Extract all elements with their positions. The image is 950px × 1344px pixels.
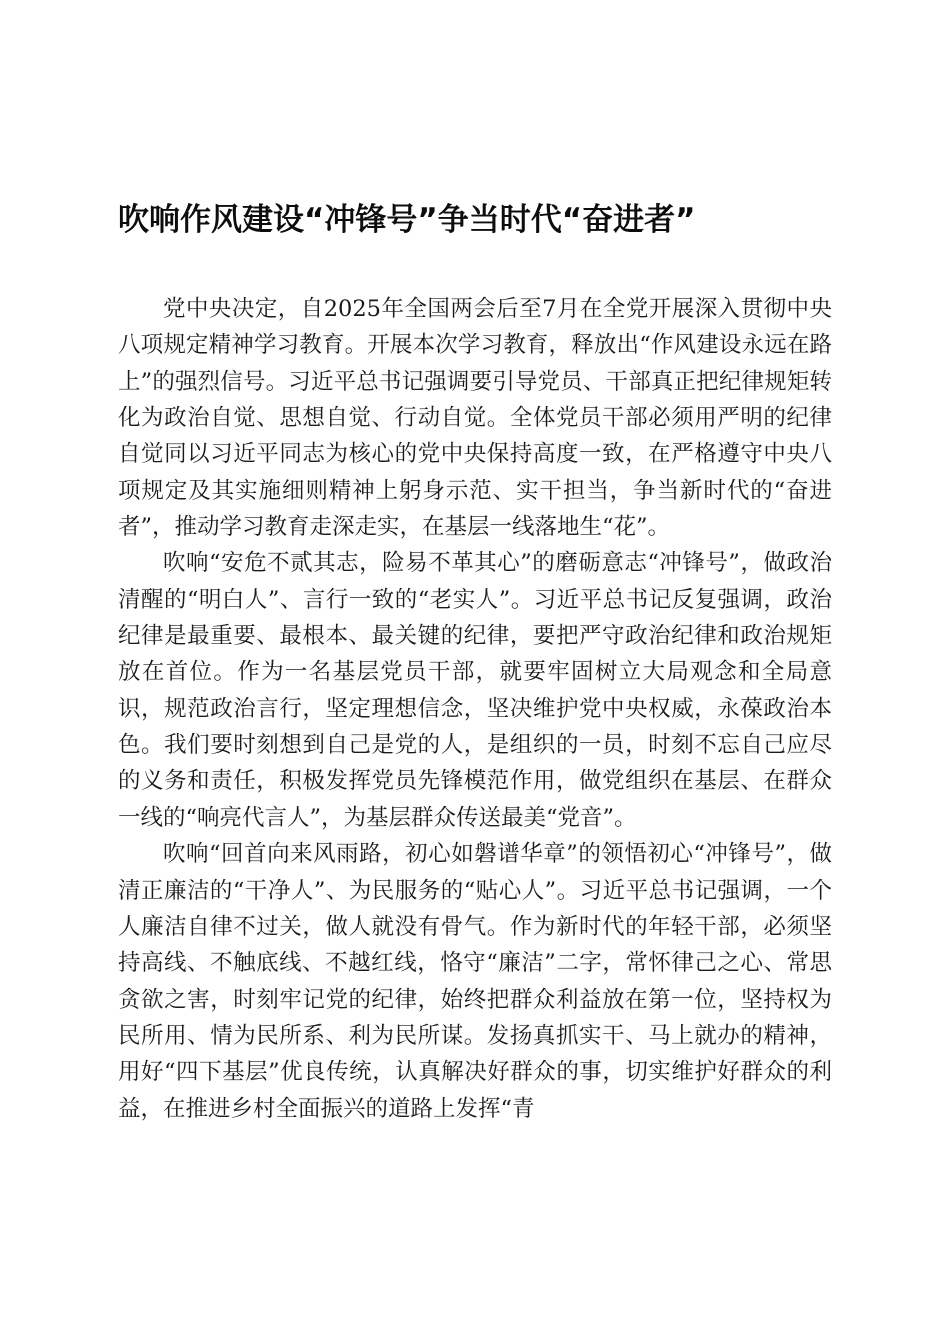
paragraph-1: 党中央决定，自2025年全国两会后至7月在全党开展深入贯彻中央八项规定精神学习教育。开展本次学习教育，释放出“作风建设永远在路上”的强烈信号。习近平总书记强调要引导党员、干部真正把纪律规矩转化为政治自觉、思想自觉、行动自觉。全体党员干部必须用严明的纪律自觉同以习近平同志为核心的党中央保持高度一致，在严格遵守中央八项规定及其实施细则精神上躬身示范、实干担当，争当新时代的“奋进者”，推动学习教育走深走实，在基层一线落地生“花”。 [118,296,832,541]
paragraph-2: 吹响“安危不贰其志，险易不革其心”的磨砺意志“冲锋号”，做政治清醒的“明白人”、言行一致的“老实人”。习近平总书记反复强调，政治纪律是最重要、最根本、最关键的纪律，要把严守政治纪律和政治规矩放在首位。作为一名基层党员干部，就要牢固树立大局观念和全局意识，规范政治言行，坚定理想信念，坚决维护党中央权威，永葆政治本色。我们要时刻想到自己是党的人，是组织的一员，时刻不忘自己应尽的义务和责任，积极发挥党员先锋模范作用，做党组织在基层、在群众一线的“响亮代言人”，为基层群众传送最美“党音”。 [118,550,832,831]
document-body [118,291,832,1127]
paragraph-3: 吹响“回首向来风雨路，初心如磐谱华章”的领悟初心“冲锋号”，做清正廉洁的“干净人”、为民服务的“贴心人”。习近平总书记强调，一个人廉洁自律不过关，做人就没有骨气。作为新时代的年轻干部，必须坚持高线、不触底线、不越红线，恪守“廉洁”二字，常怀律己之心、常思贪欲之害，时刻牢记党的纪律，始终把群众利益放在第一位，坚持权为民所用、情为民所系、利为民所谋。发扬真抓实干、马上就办的精神，用好“四下基层”优良传统，认真解决好群众的事，切实维护好群众的利益，在推进乡村全面振兴的道路上发挥“青 [118,841,832,1122]
document-title: 吹响作风建设“冲锋号”争当时代“奋进者” [118,202,696,238]
